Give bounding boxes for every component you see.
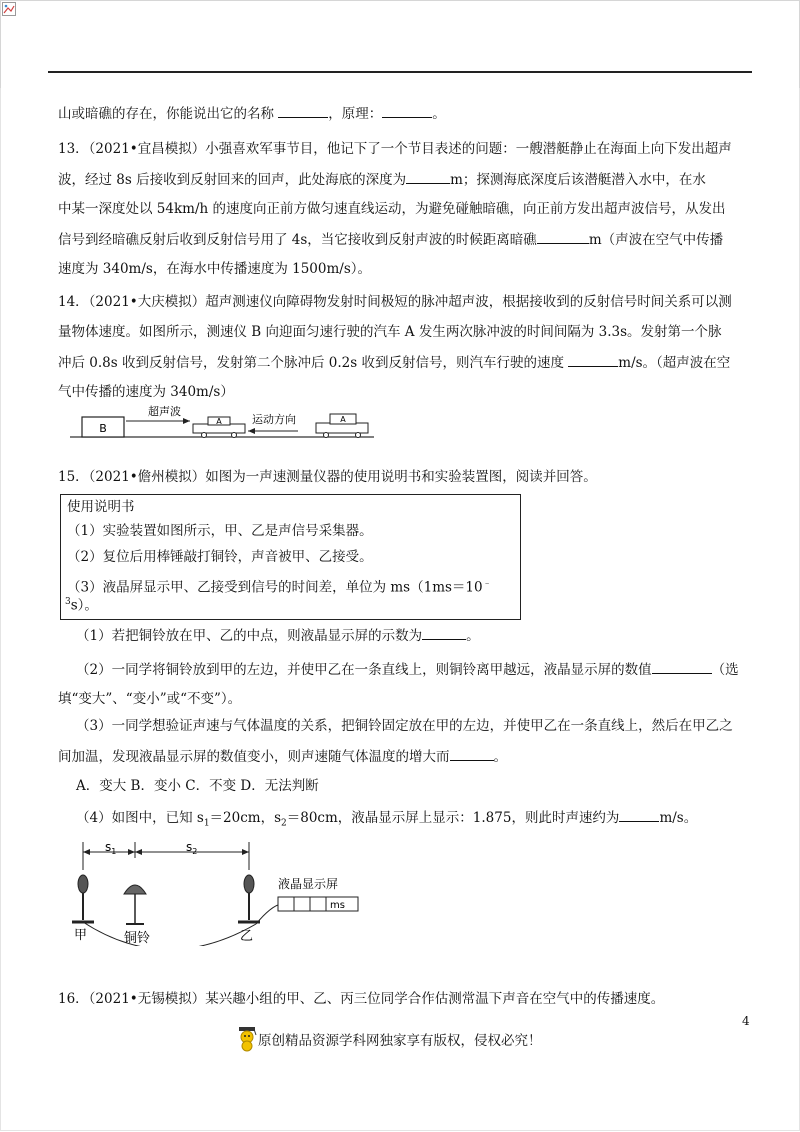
answer-blank[interactable] — [568, 353, 618, 367]
car-a-far — [316, 414, 368, 438]
footer: 原创精品资源学科网独家享有版权，侵权必究！ — [236, 1026, 542, 1052]
jia-label: 甲 — [74, 928, 88, 943]
car-label: A — [216, 417, 222, 426]
q15-part-2-cont: 填“变大”、“变小”或“不变”）。 — [58, 691, 242, 707]
bell — [124, 885, 146, 924]
q12-tail-line: 山或暗礁的存在，你能说出它的名称 ，原理： 。 — [58, 106, 446, 122]
q15-part-4: （4）如图中，已知 $s_1=20cm$，$s_2=80cm$，液晶显示屏上显示：1.875，则此时声速约为 m/s。 — [76, 810, 698, 829]
manual-item-3-cont: $^3$s）。 — [65, 597, 98, 614]
q15-options: A．变大 B．变小 C．不变 D．无法判断 — [76, 778, 319, 794]
instruction-manual-box — [60, 494, 521, 620]
car-label: A — [340, 415, 346, 424]
answer-blank[interactable] — [537, 230, 589, 244]
q15-figure — [66, 836, 366, 946]
q16-line-1: 16．（2021•无锡模拟）某兴趣小组的甲、乙、丙三位同学合作估测常温下声音在空气中的传播速度。 — [58, 991, 665, 1007]
answer-blank[interactable] — [422, 626, 466, 640]
q15-part-3: （3）一同学想验证声速与气体温度的关系，把铜铃固定放在甲的左边，并使甲乙在一条直线上，然后在甲乙之 — [76, 718, 733, 734]
yi-label: 乙 — [240, 929, 254, 944]
car-a-near — [193, 417, 245, 438]
q13-line-4: 信号到经暗礁反射后收到反射信号用了 4s，当它接收到反射声波的时候距离暗礁 m（声波在空气中传播 — [58, 232, 724, 248]
answer-blank[interactable] — [278, 104, 328, 118]
q13-line-5: 速度为 340m/s，在海水中传播速度为 1500m/s）。 — [58, 261, 372, 277]
q15-part-3-cont: 间加温，发现液晶显示屏的数值变小，则声速随气体温度的增大而 。 — [58, 749, 507, 765]
broken-image-icon — [2, 2, 16, 16]
page-number: 4 — [742, 1014, 750, 1028]
lcd-screen — [278, 897, 358, 911]
receiver-jia — [72, 875, 94, 922]
motion-label: 运动方向 — [252, 413, 296, 426]
header-rule — [48, 71, 752, 73]
q15-part-1: （1）若把铜铃放在甲、乙的中点，则液晶显示屏的示数为 。 — [76, 628, 480, 644]
q14-figure — [68, 404, 378, 448]
manual-title: 使用说明书 — [67, 499, 135, 515]
bell-label: 铜铃 — [124, 931, 151, 946]
answer-blank[interactable] — [652, 660, 712, 674]
manual-item-3: （3）液晶屏显示甲、乙接受到信号的时间差，单位为 ms（1ms＝10﹣ — [67, 579, 492, 596]
receiver-yi — [238, 875, 260, 922]
manual-item-2: （2）复位后用棒锤敲打铜铃，声音被甲、乙接受。 — [67, 549, 373, 565]
lcd-unit: ms — [330, 900, 345, 911]
answer-blank[interactable] — [406, 170, 450, 184]
q13-line-2: 波，经过 8s 后接收到反射回来的回声，此处海底的深度为 m；探测海底深度后该潜艇潜入水中，在水 — [58, 172, 706, 188]
answer-blank[interactable] — [450, 747, 494, 761]
q15-intro: 15．（2021•儋州模拟）如图为一声速测量仪器的使用说明书和实验装置图，阅读并回答。 — [58, 469, 597, 485]
manual-item-1: （1）实验装置如图所示，甲、乙是声信号采集器。 — [67, 523, 373, 539]
q15-part-2: （2）一同学将铜铃放到甲的左边，并使甲乙在一条直线上，则铜铃离甲越远，液晶显示屏的数值 （选 — [76, 662, 739, 678]
lcd-label: 液晶显示屏 — [278, 877, 339, 891]
q13-line-1: 13．（2021•宜昌模拟）小强喜欢军事节目，他记下了一个节目表述的问题：一艘潜艇静止在海面上向下发出超声 — [58, 141, 732, 157]
q13-line-3: 中某一深度处以 54km/h 的速度向正前方做匀速直线运动，为避免碰触暗礁，向正前方发出超声波信号，从发出 — [58, 201, 726, 217]
q14-line-2: 量物体速度。如图所示，测速仪 B 向迎面匀速行驶的汽车 A 发生两次脉冲波的时间间隔为 3.3s。发射第一个脉 — [58, 324, 722, 340]
mascot-icon — [236, 1026, 258, 1052]
device-label: B — [99, 422, 107, 435]
page-top-frame — [0, 0, 800, 89]
wave-label: 超声波 — [148, 405, 181, 418]
s2-label: $s_2$ — [186, 840, 198, 856]
q14-line-4: 气中传播的速度为 340m/s） — [58, 384, 234, 400]
answer-blank[interactable] — [382, 104, 432, 118]
s1-label: $s_1$ — [105, 840, 117, 856]
answer-blank[interactable] — [619, 808, 659, 822]
q14-line-1: 14．（2021•大庆模拟）超声测速仪向障碍物发射时间极短的脉冲超声波，根据接收到的反射信号时间关系可以测 — [58, 294, 732, 310]
q14-line-3: 冲后 0.8s 收到反射信号，发射第二个脉冲后 0.2s 收到反射信号，则汽车行驶的速度 m/s。（超声波在空 — [58, 355, 731, 371]
